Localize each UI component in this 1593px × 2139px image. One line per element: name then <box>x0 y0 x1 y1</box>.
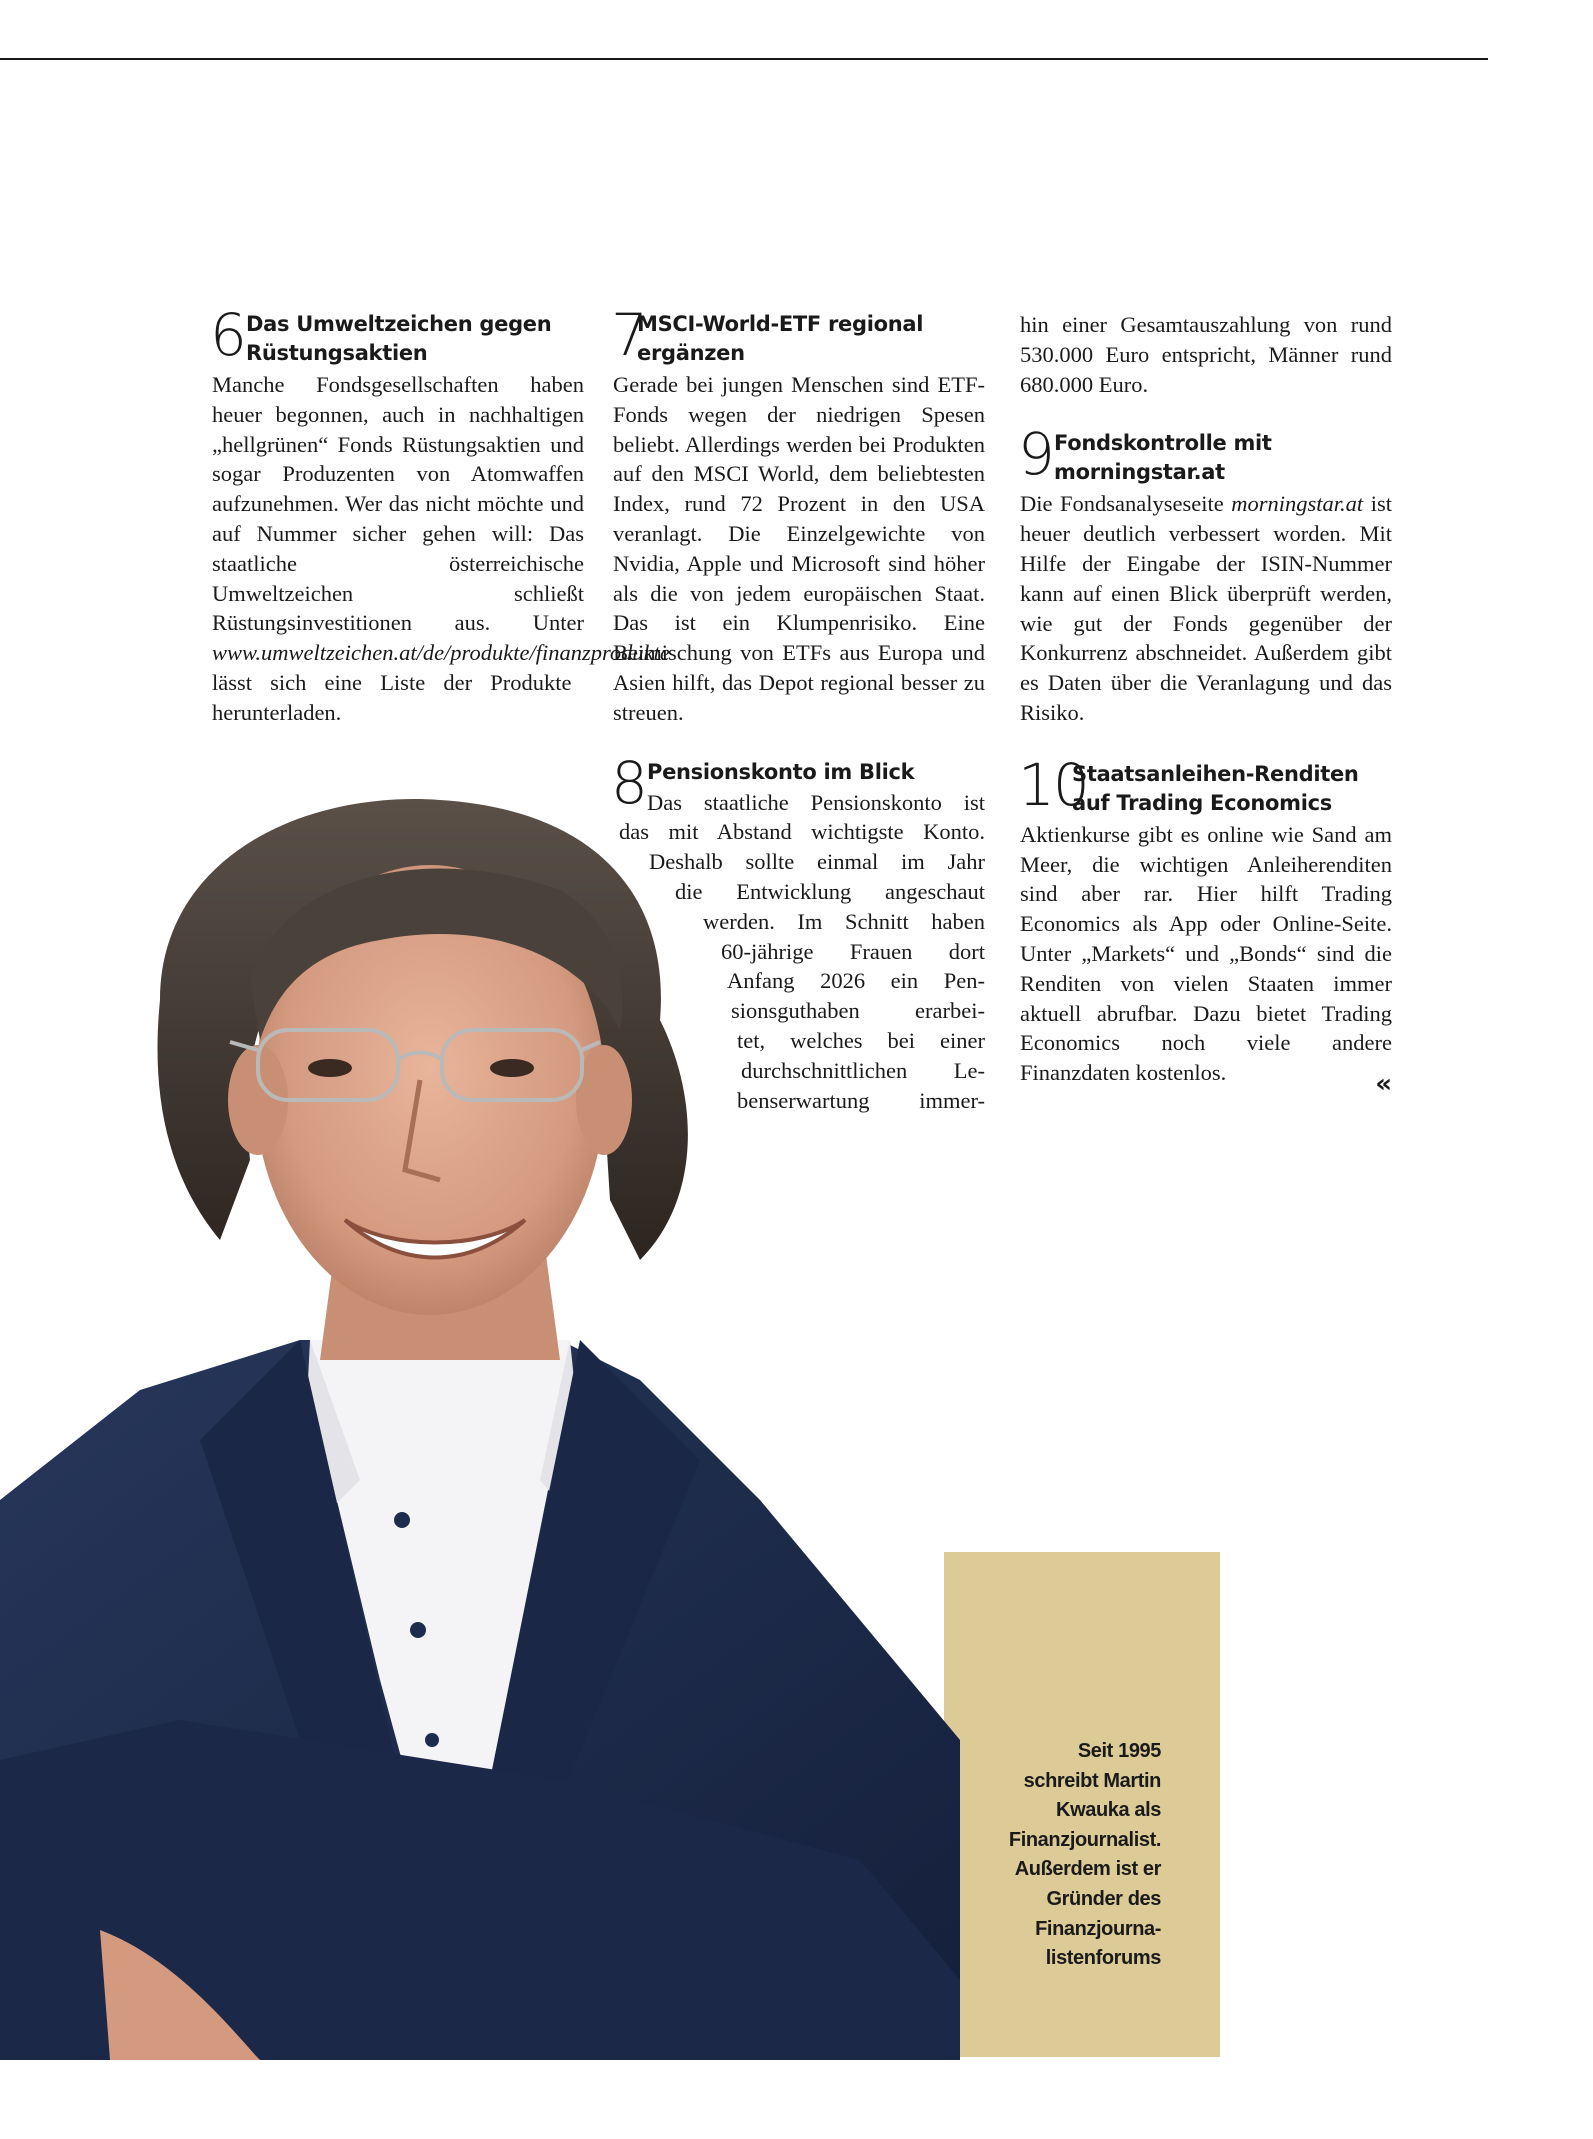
portrait-photo <box>0 780 1000 2060</box>
section-9 <box>1018 420 1392 727</box>
column-1 <box>210 301 670 750</box>
section-8-line-4: die Entwicklung angeschaut <box>675 878 985 904</box>
section-7-heading <box>611 301 985 370</box>
section-6-heading <box>210 301 584 370</box>
section-8-line-1: Das staatliche Pensionskonto ist <box>647 789 985 815</box>
section-8-line-7: Anfang 2026 ein Pen- <box>727 968 985 994</box>
section-8-line-10: durchschnittlichen Le- <box>741 1057 985 1083</box>
caption-line-1: Seit 1995 <box>1077 1740 1161 1762</box>
caption-line-5: Außerdem ist er <box>1014 1858 1161 1881</box>
section-8-line-5: werden. Im Schnitt haben <box>703 908 985 934</box>
section-8-line-2: das mit Abstand wichtigste Konto. <box>619 819 985 845</box>
section-9-body <box>1020 489 1392 727</box>
section-8-number: 8 <box>611 748 646 817</box>
section-9-title <box>1020 429 1392 487</box>
section-6-title-line-2: Rüstungsaktien <box>246 341 428 365</box>
section-10 <box>1018 750 1392 1099</box>
section-8-line-11: benserwartung immer- <box>737 1087 985 1113</box>
section-9-number: 9 <box>1018 420 1053 489</box>
section-10-title-line-2: auf Trading Economics <box>1072 790 1332 815</box>
section-6 <box>210 301 670 728</box>
section-9-body-end: ist heuer deutlich verbessert worden. Mit Hilfe der Eingabe der ISIN-Nummer kann auf einen Blick überprüft werden, wie gut der Fonds gegenüber der Konkurrenz abschneidet. Außerdem gibt es Daten über die Veranlagung und das Risiko. <box>1020 491 1392 725</box>
section-9-title-line-1: Fondskontrolle mit <box>1054 431 1272 456</box>
section-7-number: 7 <box>611 301 646 369</box>
section-6-title <box>212 310 584 368</box>
section-6-body-text: Manche Fondsgesellschaften haben heuer begonnen, auch in nachhaltigen „hellgrünen“ Fonds Rüstungsaktien und sogar Produzenten von Atomwaffen aufzunehmen. Wer das nicht möchte und auf Nummer sicher gehen will: Das staatliche österreichische Umweltzeichen schließt Rüstungsinvestitionen aus. Unter <box>212 372 584 636</box>
section-9-heading <box>1018 420 1392 489</box>
section-7 <box>611 301 985 728</box>
section-7-title-line-2: ergänzen <box>637 341 745 365</box>
author-caption <box>965 1737 1161 1974</box>
caption-line-8: listenforums <box>1045 1947 1161 1970</box>
top-rule <box>0 58 1488 60</box>
section-7-title-line-1: MSCI-World-ETF regional <box>637 312 924 336</box>
section-9-title-line-2: morningstar.at <box>1054 460 1225 485</box>
caption-line-6: Gründer des <box>1046 1887 1161 1910</box>
section-9-body-text: Die Fondsanalyseseite <box>1020 491 1232 517</box>
caption-line-3: Kwauka als <box>1056 1799 1161 1822</box>
morningstar-link[interactable]: morningstar.at <box>1231 491 1364 517</box>
caption-line-4: Finanzjournalist. <box>1008 1828 1161 1851</box>
section-10-title-line-1: Staatsanleihen-Renditen <box>1072 761 1359 786</box>
section-7-body: Gerade bei jungen Menschen sind ETF-Fonds wegen der niedrigen Spesen beliebt. Allerdings werden bei Produkten auf den MSCI World, dem beliebtesten Index, rund 72 Prozent in den USA veranlagt. Die Einzelgewichte von Nvidia, Apple und Microsoft sind höher als die von jedem europäischen Staat. Das ist ein Klumpenrisiko. Eine Beimischung von ETFs aus Europa und Asien hilft, das Depot regional besser zu streuen. <box>613 372 985 725</box>
column-3 <box>1020 310 1392 1116</box>
section-10-body: Aktienkurse gibt es online wie Sand am Meer, die wichtigen Anleiherenditen sind aber rar. Hier hilft Trading Economics als App oder Online-Seite. Unter „Markets“ und „Bonds“ sind die Renditen von vielen Staaten immer aktuell abrufbar. Dazu bietet Trading Economics noch viele andere Finanzdaten kostenlos. <box>1020 821 1392 1086</box>
section-7-title <box>613 310 985 368</box>
section-6-body <box>212 370 670 728</box>
section-6-number: 6 <box>210 301 245 369</box>
section-6-body-end: lässt sich eine Liste der Produkte herunterladen. <box>212 669 572 725</box>
section-8-title-line-1: Pensionskonto im Blick <box>647 759 915 784</box>
caption-line-7: Finanzjourna- <box>1035 1917 1161 1940</box>
section-8-line-6: 60-jährige Frauen dort <box>721 938 985 964</box>
section-8-continued <box>1020 310 1392 399</box>
umweltzeichen-link[interactable]: www.umweltzeichen.at/de/produkte/finanzprodukte <box>212 640 670 666</box>
end-mark: « <box>1375 1068 1392 1099</box>
section-6-title-line-1: Das Umweltzeichen gegen <box>246 312 552 336</box>
section-8-line-3: Deshalb sollte einmal im Jahr <box>649 849 985 875</box>
section-8-continued-body: hin einer Gesamtauszahlung von rund 530.000 Euro entspricht, Männer rund 680.000 Euro. <box>1020 312 1392 397</box>
section-8-line-9: tet, welches bei einer <box>737 1027 985 1053</box>
caption-line-2: schreibt Martin <box>1023 1769 1161 1792</box>
section-10-heading <box>1018 750 1392 820</box>
section-10-number: 10 <box>1018 750 1088 819</box>
section-8-line-8: sionsguthaben erarbei- <box>731 998 985 1024</box>
